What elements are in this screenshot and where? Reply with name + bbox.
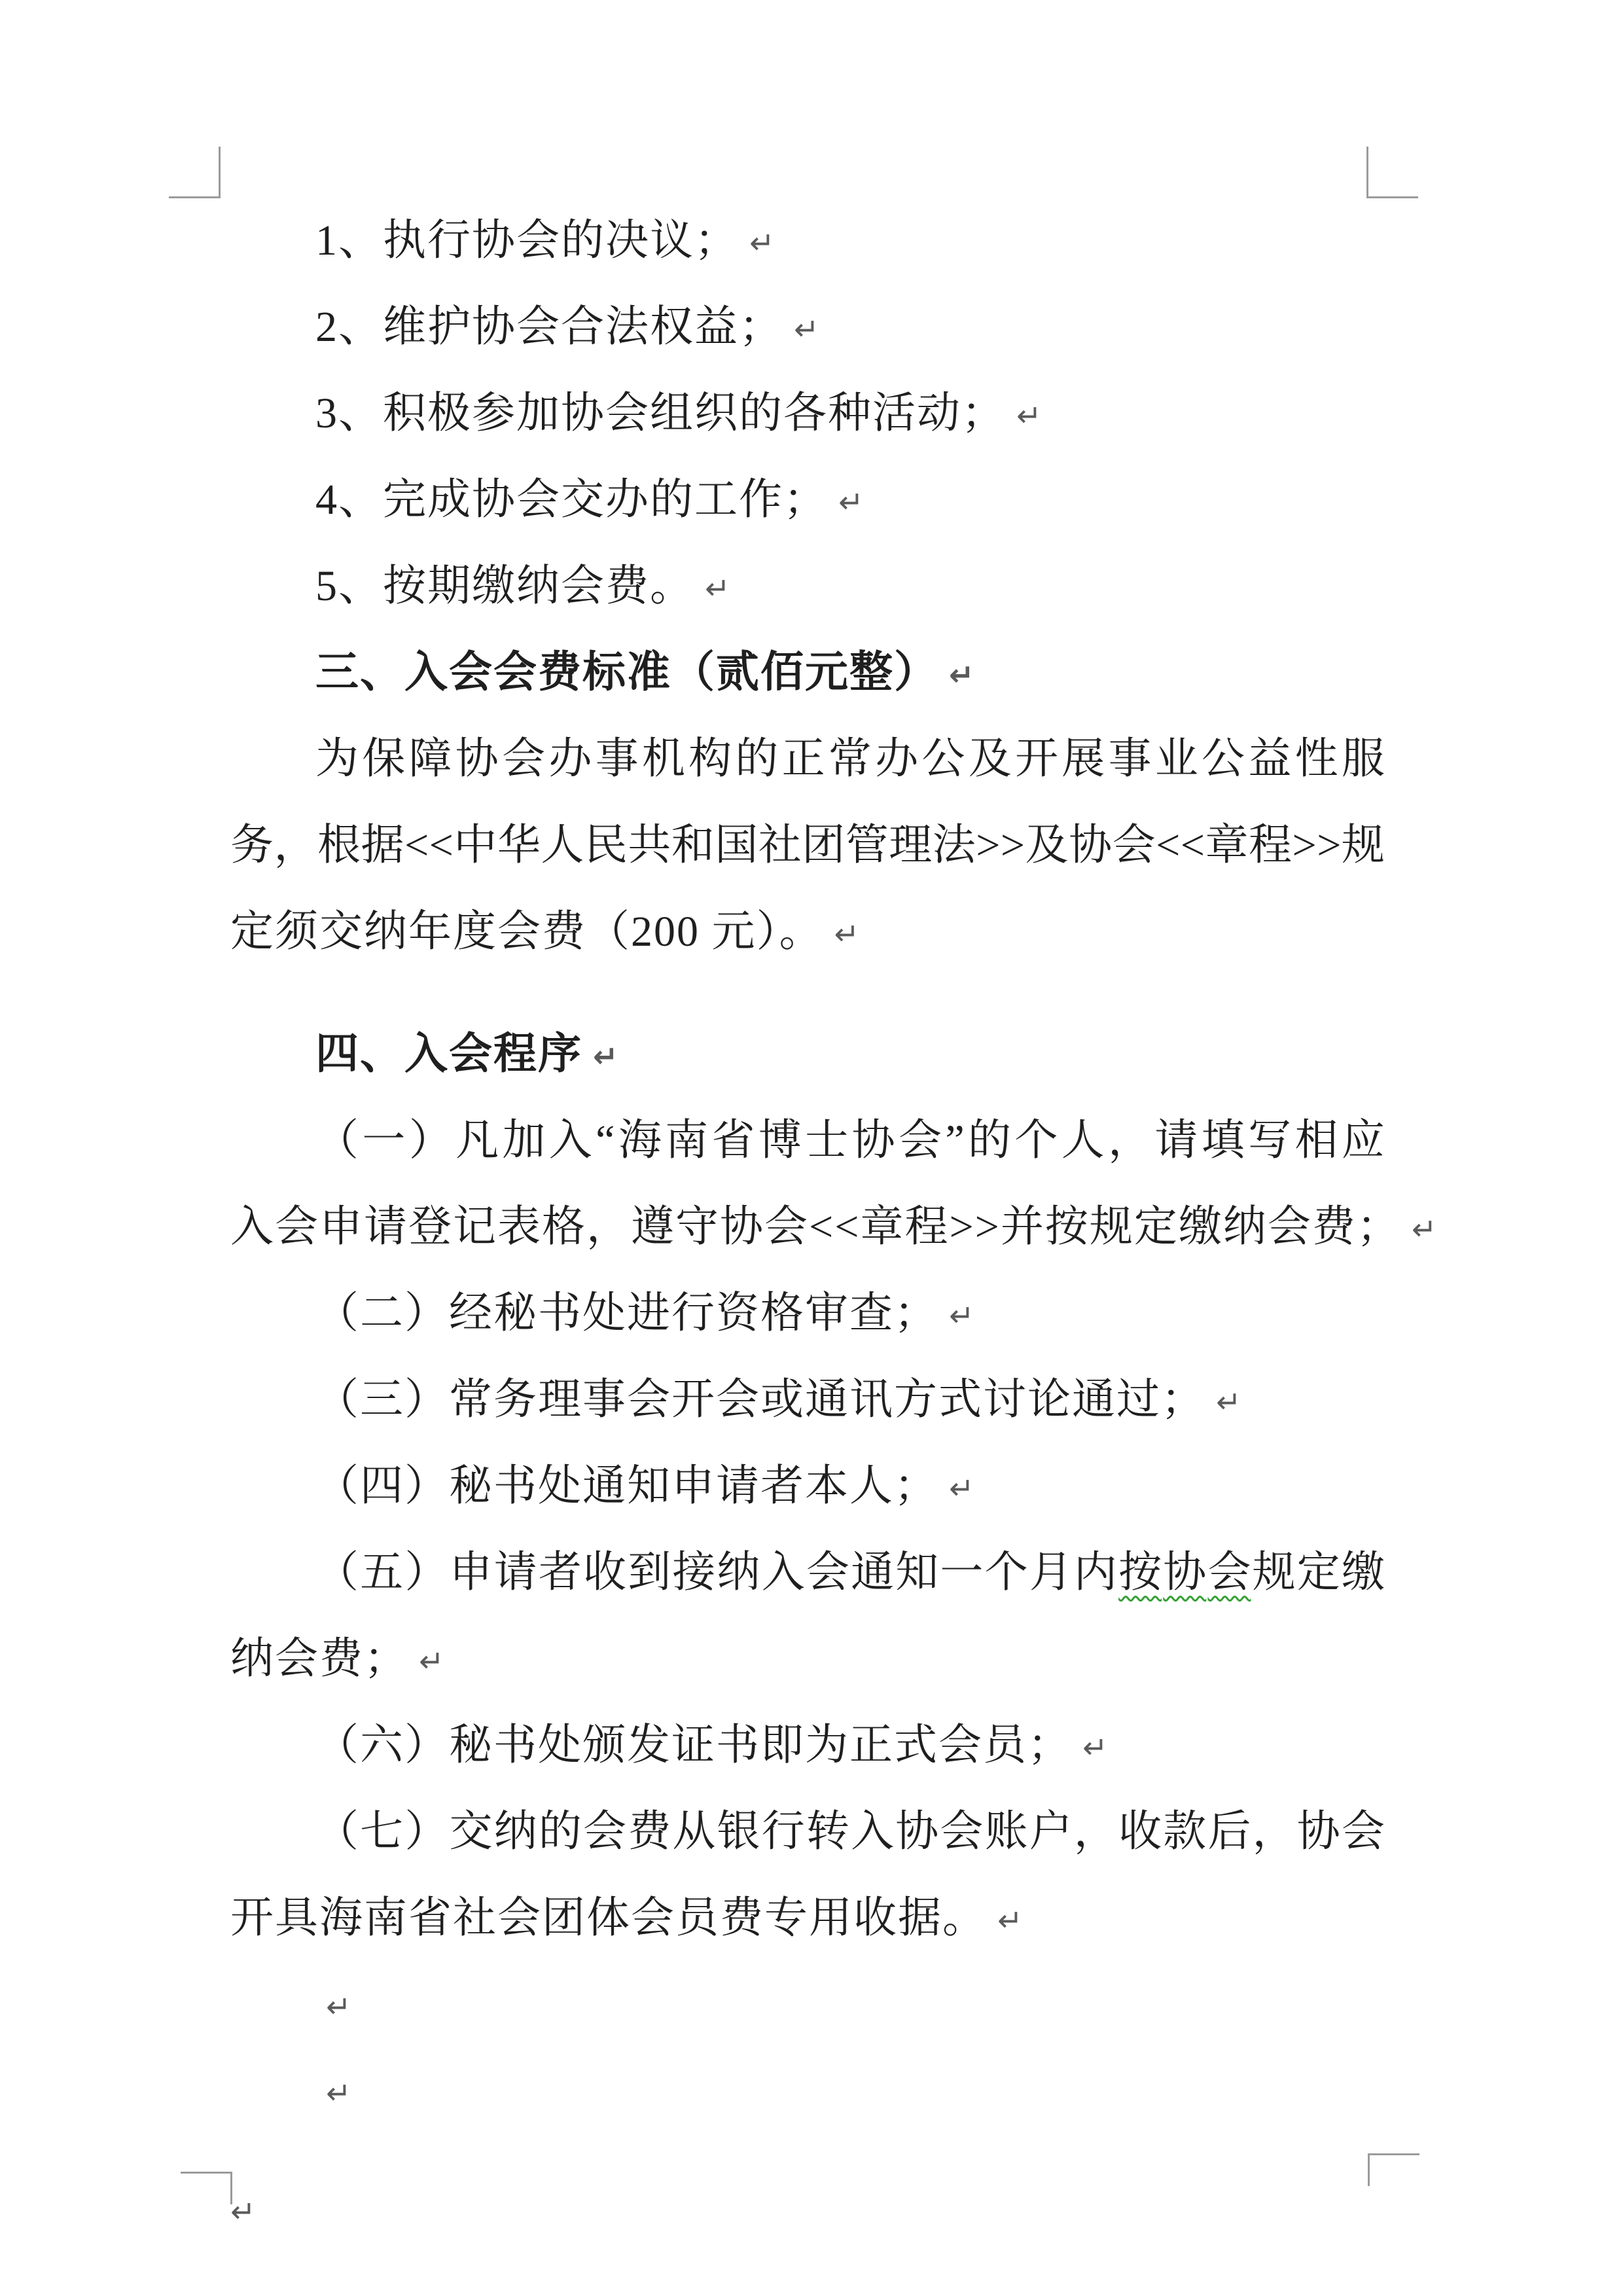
line-char: 机	[641, 735, 685, 783]
line-char: 账	[984, 1808, 1028, 1856]
line-char: 规	[1252, 1549, 1296, 1596]
line-char: 业	[1154, 735, 1198, 783]
line-char: 博	[758, 1117, 802, 1164]
line-text: 四、入会程序	[315, 1030, 582, 1078]
line-char: 月	[1029, 1549, 1073, 1596]
line-char: 的	[735, 735, 779, 783]
doc-line	[230, 1629, 444, 1689]
line-char: 构	[688, 735, 732, 783]
line-char: 从	[672, 1808, 716, 1856]
paragraph-mark-icon: ↵	[838, 484, 864, 520]
line-char: 会	[1112, 821, 1156, 869]
line-char: ）	[408, 1117, 452, 1164]
line-char: 会	[940, 1808, 984, 1856]
line-char: 事	[595, 735, 639, 783]
line-char: ，	[1252, 1808, 1296, 1856]
line-char: 应	[1341, 1117, 1385, 1164]
line-char: <	[404, 821, 429, 869]
line-char: 团	[802, 821, 846, 869]
line-char: 规	[1341, 821, 1385, 869]
crop-mark-top-left-horizontal	[169, 196, 221, 198]
line-char: 凡	[455, 1117, 499, 1164]
paragraph-mark-icon: ↵	[794, 312, 819, 347]
line-char: 民	[584, 821, 628, 869]
paragraph-mark-icon: ↵	[1082, 1730, 1108, 1765]
line-char: 人	[541, 821, 584, 869]
line-char: 五	[360, 1549, 404, 1596]
line-char: 写	[1248, 1117, 1292, 1164]
paragraph-mark-icon: ↵	[419, 1643, 444, 1679]
line-char: 展	[1061, 735, 1105, 783]
line-char: 款	[1163, 1808, 1207, 1856]
line-char: 到	[628, 1549, 671, 1596]
line-char: 服	[1341, 735, 1385, 783]
line-char: >	[976, 821, 1001, 869]
line-char: 省	[711, 1117, 755, 1164]
crop-mark-bottom-left-horizontal	[181, 2172, 232, 2174]
line-char: 收	[583, 1549, 627, 1596]
line-char: ，	[1073, 1808, 1117, 1856]
line-char: （	[315, 1808, 359, 1856]
line-text: 定须交纳年度会费（200 元）。	[230, 908, 824, 956]
line-char: ，	[1108, 1117, 1152, 1164]
paragraph-mark-icon: ↵	[749, 225, 775, 260]
line-char: 转	[806, 1808, 849, 1856]
paragraph-mark-icon: ↵	[230, 2194, 256, 2229]
line-char: <	[429, 821, 454, 869]
line-text: 1、执行协会的决议；	[315, 217, 739, 264]
line-char: 管	[845, 821, 889, 869]
paragraph-mark-icon: ↵	[949, 1471, 974, 1506]
doc-line	[315, 297, 819, 357]
line-char: 银	[717, 1808, 760, 1856]
line-char: 通	[851, 1549, 895, 1596]
doc-line	[315, 1543, 1385, 1603]
line-char: 纳	[717, 1549, 760, 1596]
crop-mark-top-left-vertical	[219, 147, 221, 198]
line-char: 据	[361, 821, 404, 869]
line-char: 理	[889, 821, 933, 869]
doc-line	[315, 1111, 1385, 1171]
line-char: 益	[1248, 735, 1292, 783]
doc-line	[315, 729, 1385, 789]
line-char: 协	[1069, 821, 1113, 869]
empty-paragraph	[315, 1975, 351, 2035]
line-char: 公	[921, 735, 965, 783]
line-text: 三、入会会费标准（贰佰元整）	[315, 649, 938, 696]
line-char: 收	[1118, 1808, 1162, 1856]
doc-line	[315, 556, 730, 617]
line-text: 4、完成协会交办的工作；	[315, 476, 828, 524]
line-text: （二）经秘书处进行资格审查；	[315, 1289, 938, 1337]
line-char: ）	[404, 1808, 448, 1856]
doc-line	[315, 1283, 974, 1344]
line-char: 事	[1108, 735, 1152, 783]
line-char: （	[315, 1549, 359, 1596]
paragraph-mark-icon: ↵	[326, 2075, 351, 2111]
line-char: 纳	[493, 1808, 537, 1856]
paragraph-mark-icon: ↵	[1216, 1384, 1241, 1420]
line-char: 者	[538, 1549, 582, 1596]
paragraph-mark-icon: ↵	[949, 1298, 974, 1333]
line-text: 开具海南省社会团体会员费专用收据。	[230, 1894, 987, 1942]
line-char: 的	[967, 1117, 1011, 1164]
line-char: 根	[317, 821, 361, 869]
line-text: （四）秘书处通知申请者本人；	[315, 1462, 938, 1510]
paragraph-mark-icon: ↵	[705, 571, 730, 606]
line-char: 常	[828, 735, 872, 783]
line-text: 2、维护协会合法权益；	[315, 303, 783, 351]
heading-line	[315, 643, 974, 703]
line-char: 加	[502, 1117, 546, 1164]
heading-line	[315, 1024, 618, 1085]
line-char: 协	[1163, 1549, 1207, 1596]
line-char: （	[315, 1117, 359, 1164]
doc-line	[230, 1197, 1436, 1257]
line-char: 填	[1201, 1117, 1245, 1164]
line-char: 程	[1249, 821, 1292, 869]
line-char: 性	[1294, 735, 1338, 783]
line-char: 费	[628, 1808, 671, 1856]
line-char: 个	[984, 1549, 1028, 1596]
doc-line	[230, 816, 1385, 876]
line-char: 申	[449, 1549, 493, 1596]
line-char: 华	[497, 821, 541, 869]
line-text: （三）常务理事会开会或通讯方式讨论通过；	[315, 1376, 1205, 1424]
line-char: 协	[895, 1808, 939, 1856]
line-text: 3、积极参加协会组织的各种活动；	[315, 389, 1006, 437]
line-char: 入	[761, 1549, 805, 1596]
line-char: 及	[968, 735, 1012, 783]
line-char: 行	[761, 1808, 805, 1856]
line-char: >	[1000, 821, 1026, 869]
line-text: 入会申请登记表格，遵守协会<<章程>>并按规定缴纳会费；	[230, 1203, 1401, 1251]
doc-line	[230, 902, 859, 962]
line-char: 保	[362, 735, 406, 783]
line-char: 协	[455, 735, 499, 783]
paragraph-mark-icon: ↵	[593, 1039, 618, 1074]
line-char: 开	[1014, 735, 1058, 783]
line-char: 正	[781, 735, 825, 783]
doc-line	[315, 1456, 974, 1516]
paragraph-mark-icon: ↵	[997, 1903, 1023, 1938]
line-char: 会	[1341, 1808, 1385, 1856]
line-char: 会	[806, 1549, 849, 1596]
line-char: ）	[404, 1549, 448, 1596]
line-char: 及	[1025, 821, 1069, 869]
line-char: 社	[758, 821, 802, 869]
line-char: >	[1292, 821, 1317, 869]
line-char: 按	[1118, 1549, 1162, 1596]
line-char: 务	[230, 821, 274, 869]
line-char: >	[1317, 821, 1342, 869]
line-char: 国	[715, 821, 758, 869]
line-char: 一	[940, 1549, 984, 1596]
line-char: 会	[898, 1117, 942, 1164]
doc-line	[315, 211, 775, 271]
line-char: 办	[875, 735, 919, 783]
line-char: 协	[851, 1117, 895, 1164]
line-char: 公	[1202, 735, 1245, 783]
line-char: 相	[1294, 1117, 1338, 1164]
line-char: 接	[672, 1549, 716, 1596]
paragraph-mark-icon: ↵	[1016, 398, 1042, 433]
doc-line	[315, 470, 864, 530]
line-char: 入	[548, 1117, 592, 1164]
paragraph-mark-icon: ↵	[1411, 1211, 1437, 1247]
line-char: 缴	[1341, 1549, 1385, 1596]
empty-paragraph	[315, 2061, 351, 2121]
paragraph-mark-icon: ↵	[834, 916, 860, 952]
line-char: 中	[454, 821, 497, 869]
doc-line	[315, 1715, 1108, 1776]
line-char: 会	[502, 735, 546, 783]
line-text: （六）秘书处颁发证书即为正式会员；	[315, 1721, 1072, 1769]
line-char: 后	[1207, 1808, 1251, 1856]
crop-mark-bottom-right-horizontal	[1368, 2153, 1419, 2155]
crop-mark-bottom-right-vertical	[1368, 2153, 1370, 2186]
line-char: 和	[671, 821, 715, 869]
line-char: 障	[408, 735, 452, 783]
line-char: 一	[362, 1117, 406, 1164]
doc-line	[230, 1888, 1023, 1948]
crop-mark-top-right-horizontal	[1366, 196, 1418, 198]
line-char: 为	[315, 735, 359, 783]
paragraph-mark-icon: ↵	[326, 1989, 351, 2024]
paragraph-mark-icon: ↵	[949, 657, 974, 692]
line-char: “	[596, 1117, 615, 1164]
line-char: 人	[1061, 1117, 1105, 1164]
line-char: 海	[618, 1117, 662, 1164]
line-char: 士	[805, 1117, 849, 1164]
line-char: 入	[851, 1808, 895, 1856]
line-text: 5、按期缴纳会费。	[315, 562, 694, 610]
crop-mark-top-right-vertical	[1366, 147, 1368, 198]
line-char: 户	[1029, 1808, 1073, 1856]
line-char: 知	[895, 1549, 939, 1596]
line-char: ，	[274, 821, 317, 869]
line-char: 请	[493, 1549, 537, 1596]
doc-line	[315, 1802, 1385, 1862]
line-char: 会	[1207, 1549, 1251, 1596]
line-char: 七	[360, 1808, 404, 1856]
line-char: 定	[1296, 1549, 1340, 1596]
line-char: 会	[583, 1808, 627, 1856]
doc-line	[315, 1370, 1241, 1430]
line-char: 的	[538, 1808, 582, 1856]
line-char: 办	[548, 735, 592, 783]
line-char: 南	[665, 1117, 709, 1164]
line-char: 内	[1073, 1549, 1117, 1596]
line-char: <	[1156, 821, 1181, 869]
doc-line	[315, 384, 1042, 444]
line-char: ”	[945, 1117, 965, 1164]
line-char: 章	[1205, 821, 1249, 869]
line-char: <	[1180, 821, 1205, 869]
line-char: 协	[1296, 1808, 1340, 1856]
line-char: 共	[628, 821, 671, 869]
line-char: 请	[1154, 1117, 1198, 1164]
line-char: 个	[1014, 1117, 1058, 1164]
line-char: 交	[449, 1808, 493, 1856]
line-char: 法	[932, 821, 976, 869]
line-text: 纳会费；	[230, 1635, 408, 1683]
